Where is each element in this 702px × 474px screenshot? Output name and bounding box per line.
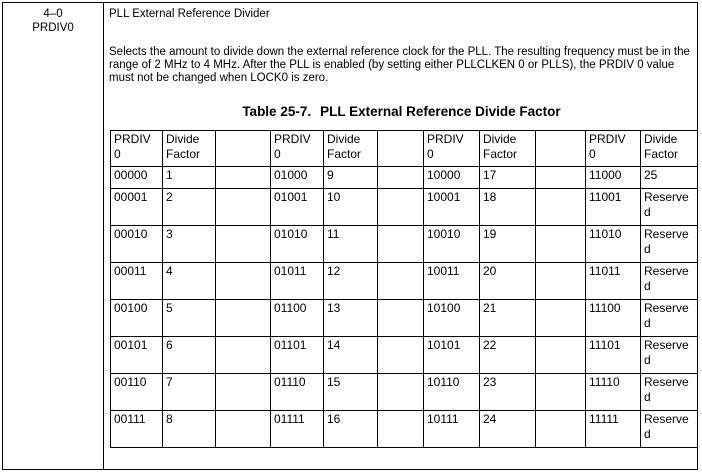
spacer-cell (378, 189, 424, 226)
divide-factor-value-cell: 24 (480, 411, 536, 448)
header-cell-prdiv0: PRDIV 0 (424, 131, 480, 167)
prdiv0-value-cell: 00000 (111, 167, 163, 189)
divide-table-body (111, 167, 698, 448)
divide-factor-value-cell: 4 (163, 263, 216, 300)
field-heading: PLL External Reference Divider (109, 8, 270, 20)
table-row (111, 263, 698, 300)
spacer-cell (536, 226, 586, 263)
field-name: PRDIV0 (32, 21, 74, 34)
prdiv0-value-cell: 00010 (111, 226, 163, 263)
prdiv0-value-cell: 10110 (424, 374, 480, 411)
spacer-cell (216, 300, 271, 337)
divide-factor-value-cell: 13 (324, 300, 378, 337)
divide-factor-value-cell: Reserved (641, 374, 698, 411)
prdiv0-value-cell: 11011 (586, 263, 641, 300)
table-row (111, 411, 698, 448)
table-row (111, 167, 698, 189)
divide-factor-value-cell: 21 (480, 300, 536, 337)
prdiv0-value-cell: 11000 (586, 167, 641, 189)
divide-factor-value-cell: 5 (163, 300, 216, 337)
divide-factor-value-cell: 6 (163, 337, 216, 374)
divide-factor-value-cell: 16 (324, 411, 378, 448)
table-row (111, 189, 698, 226)
divide-table-head (111, 131, 698, 167)
header-spacer-cell (216, 131, 271, 167)
spacer-cell (536, 411, 586, 448)
divide-factor-value-cell: 8 (163, 411, 216, 448)
spacer-cell (216, 167, 271, 189)
spacer-cell (378, 263, 424, 300)
divide-factor-value-cell: 3 (163, 226, 216, 263)
prdiv0-value-cell: 01100 (271, 300, 324, 337)
spacer-cell (536, 263, 586, 300)
divide-factor-value-cell: 12 (324, 263, 378, 300)
divide-factor-value-cell: Reserved (641, 263, 698, 300)
divide-factor-value-cell: 19 (480, 226, 536, 263)
header-cell-prdiv0: PRDIV 0 (271, 131, 324, 167)
prdiv0-value-cell: 01111 (271, 411, 324, 448)
header-spacer-cell (536, 131, 586, 167)
divide-factor-value-cell: Reserved (641, 226, 698, 263)
divide-factor-table (110, 130, 698, 448)
prdiv0-value-cell: 00101 (111, 337, 163, 374)
table-row (111, 226, 698, 263)
divide-factor-value-cell: 9 (324, 167, 378, 189)
divide-factor-value-cell: 10 (324, 189, 378, 226)
spacer-cell (216, 226, 271, 263)
prdiv0-value-cell: 00011 (111, 263, 163, 300)
divide-factor-value-cell: Reserved (641, 300, 698, 337)
divide-factor-value-cell: 7 (163, 374, 216, 411)
divide-factor-value-cell: 22 (480, 337, 536, 374)
divide-factor-value-cell: 15 (324, 374, 378, 411)
prdiv0-value-cell: 01001 (271, 189, 324, 226)
prdiv0-value-cell: 01101 (271, 337, 324, 374)
spacer-cell (216, 189, 271, 226)
spacer-cell (378, 411, 424, 448)
table-row (111, 337, 698, 374)
divide-factor-value-cell: Reserved (641, 337, 698, 374)
prdiv0-value-cell: 11001 (586, 189, 641, 226)
spacer-cell (378, 300, 424, 337)
divide-factor-value-cell: 20 (480, 263, 536, 300)
prdiv0-value-cell: 10100 (424, 300, 480, 337)
prdiv0-value-cell: 11110 (586, 374, 641, 411)
prdiv0-value-cell: 10000 (424, 167, 480, 189)
spacer-cell (536, 374, 586, 411)
prdiv0-value-cell: 11010 (586, 226, 641, 263)
header-cell-prdiv0: PRDIV 0 (111, 131, 163, 167)
spacer-cell (378, 226, 424, 263)
field-description-area (105, 3, 698, 469)
divide-factor-value-cell: Reserved (641, 411, 698, 448)
spacer-cell (216, 263, 271, 300)
spacer-cell (378, 337, 424, 374)
prdiv0-value-cell: 11100 (586, 300, 641, 337)
spacer-cell (216, 337, 271, 374)
header-cell-divide-factor: Divide Factor (163, 131, 216, 167)
spacer-cell (216, 411, 271, 448)
prdiv0-value-cell: 00001 (111, 189, 163, 226)
prdiv0-value-cell: 11111 (586, 411, 641, 448)
table-caption (105, 104, 698, 120)
spacer-cell (536, 337, 586, 374)
spacer-cell (378, 374, 424, 411)
table-caption-number: Table 25-7. (242, 103, 312, 119)
prdiv0-value-cell: 11101 (586, 337, 641, 374)
divide-factor-value-cell: 17 (480, 167, 536, 189)
divide-factor-value-cell: 25 (641, 167, 698, 189)
spacer-cell (536, 189, 586, 226)
header-cell-divide-factor: Divide Factor (641, 131, 698, 167)
divide-factor-value-cell: 14 (324, 337, 378, 374)
table-caption-title: PLL External Reference Divide Factor (320, 103, 561, 119)
header-spacer-cell (378, 131, 424, 167)
prdiv0-value-cell: 00111 (111, 411, 163, 448)
bit-field-cell (3, 3, 104, 469)
prdiv0-value-cell: 01000 (271, 167, 324, 189)
prdiv0-value-cell: 10111 (424, 411, 480, 448)
prdiv0-value-cell: 00100 (111, 300, 163, 337)
header-row (111, 131, 698, 167)
table-row (111, 300, 698, 337)
prdiv0-value-cell: 10001 (424, 189, 480, 226)
divide-factor-value-cell: 23 (480, 374, 536, 411)
divide-factor-value-cell: 18 (480, 189, 536, 226)
table-row (111, 374, 698, 411)
prdiv0-value-cell: 01011 (271, 263, 324, 300)
header-cell-prdiv0: PRDIV 0 (586, 131, 641, 167)
header-cell-divide-factor: Divide Factor (480, 131, 536, 167)
header-cell-divide-factor: Divide Factor (324, 131, 378, 167)
prdiv0-value-cell: 01010 (271, 226, 324, 263)
bit-range: 4–0 (43, 8, 63, 20)
prdiv0-value-cell: 10101 (424, 337, 480, 374)
spacer-cell (378, 167, 424, 189)
field-description: Selects the amount to divide down the external reference clock for the PLL. The resulting frequency must be in the range of 2 MHz to 4 MHz. After the PLL is enabled (by setting either PLLCLKEN 0 or PLLS), the PRDIV 0 value must not be changed when LOCK0 is zero. (109, 45, 690, 85)
divide-factor-value-cell: 1 (163, 167, 216, 189)
divide-factor-value-cell: 11 (324, 226, 378, 263)
prdiv0-value-cell: 10010 (424, 226, 480, 263)
spacer-cell (536, 167, 586, 189)
prdiv0-value-cell: 10011 (424, 263, 480, 300)
prdiv0-value-cell: 01110 (271, 374, 324, 411)
spacer-cell (216, 374, 271, 411)
divide-factor-value-cell: Reserved (641, 189, 698, 226)
prdiv0-value-cell: 00110 (111, 374, 163, 411)
divide-factor-value-cell: 2 (163, 189, 216, 226)
spacer-cell (536, 300, 586, 337)
